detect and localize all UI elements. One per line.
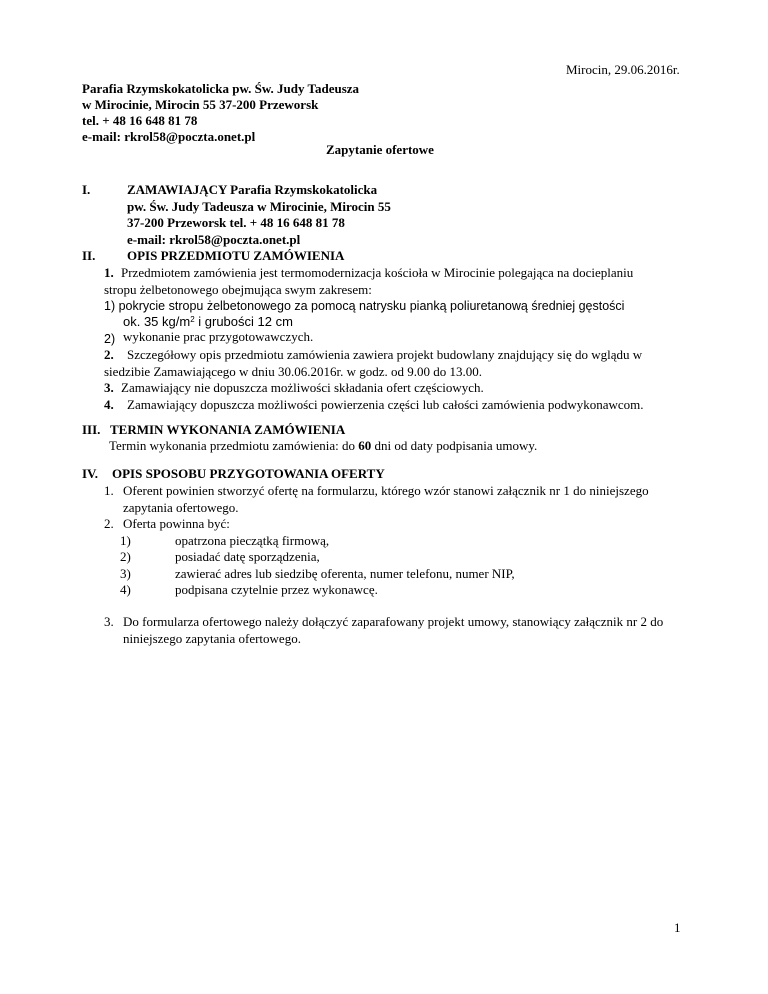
section-1-line-4: e-mail: rkrol58@poczta.onet.pl: [127, 232, 301, 247]
sender-line-2: w Mirocinie, Mirocin 55 37-200 Przeworsk: [82, 97, 319, 112]
section-4-item-3-line-2: niniejszego zapytania ofertowego.: [123, 631, 301, 646]
section-4-title: OPIS SPOSOBU PRZYGOTOWANIA OFERTY: [112, 466, 385, 481]
section-3-number: III.: [82, 422, 101, 437]
section-4-sub-2-number: 2): [120, 549, 131, 564]
section-4-sub-3-number: 3): [120, 566, 131, 581]
section-3-text: Termin wykonania przedmiotu zamówienia: do 60 dni od daty podpisania umowy.: [109, 438, 538, 453]
section-2-subitem-1: 1) pokrycie stropu żelbetonowego za pomocą natrysku pianką poliuretanową średniej gęstości: [104, 299, 625, 313]
section-2-number: II.: [82, 248, 96, 263]
section-4-sub-1-number: 1): [120, 533, 131, 548]
sender-line-4: e-mail: rkrol58@poczta.onet.pl: [82, 129, 256, 144]
section-4-item-1-line-2: zapytania ofertowego.: [123, 500, 239, 515]
section-2-title: OPIS PRZEDMIOTU ZAMÓWIENIA: [127, 248, 345, 263]
section-4-item-2-number: 2.: [104, 516, 114, 531]
section-2-item-1-line-2: stropu żelbetonowego obejmująca swym zakresem:: [104, 282, 372, 297]
section-4-item-1-number: 1.: [104, 483, 114, 498]
section-4-item-1-line-1: Oferent powinien stworzyć ofertę na formularzu, którego wzór stanowi załącznik nr 1 do niniejszego: [123, 483, 649, 498]
date-line: Mirocin, 29.06.2016r.: [566, 62, 680, 77]
section-3-title: TERMIN WYKONANIA ZAMÓWIENIA: [110, 422, 346, 437]
section-2-item-2-line-1: Szczegółowy opis przedmiotu zamówienia zawiera projekt budowlany znajdujący się do wglądu w: [127, 347, 643, 362]
section-2-item-1-number: 1.: [104, 265, 114, 280]
section-1-line-3: 37-200 Przeworsk tel. + 48 16 648 81 78: [127, 215, 345, 230]
section-4-item-2-text: Oferta powinna być:: [123, 516, 230, 531]
section-2-item-3-number: 3.: [104, 380, 114, 395]
section-4-item-3-line-1: Do formularza ofertowego należy dołączyć zaparafowany projekt umowy, stanowiący załącznik nr 2 do: [123, 614, 664, 629]
section-2-item-3-text: Zamawiający nie dopuszcza możliwości składania ofert częściowych.: [121, 380, 484, 395]
section-2-subitem-2-number: 2): [104, 332, 116, 346]
section-1-number: I.: [82, 182, 91, 197]
section-2-subitem-1-continued: ok. 35 $kg/m^2$ i grubości 12 cm: [123, 314, 293, 329]
page-number: 1: [674, 920, 681, 935]
section-4-sub-1-text: opatrzona pieczątką firmową,: [175, 533, 330, 548]
section-2-item-2-number: 2.: [104, 347, 114, 362]
section-4-sub-3-text: zawierać adres lub siedzibę oferenta, numer telefonu, numer NIP,: [175, 566, 515, 581]
section-1-line-1: ZAMAWIAJĄCY Parafia Rzymskokatolicka: [127, 182, 378, 197]
section-4-number: IV.: [82, 466, 99, 481]
sender-line-1: Parafia Rzymskokatolicka pw. Św. Judy Tadeusza: [82, 81, 360, 96]
sender-line-3: tel. + 48 16 648 81 78: [82, 113, 198, 128]
section-2-item-4-text: Zamawiający dopuszcza możliwości powierzenia części lub całości zamówienia podwykonawcom.: [127, 397, 644, 412]
section-4-sub-4-text: podpisana czytelnie przez wykonawcę.: [175, 582, 378, 597]
document-title: Zapytanie ofertowe: [326, 142, 434, 157]
section-2-item-1-line-1: Przedmiotem zamówienia jest termomodernizacja kościoła w Mirocinie polegająca na docieplaniu: [121, 265, 634, 280]
section-2-item-4-number: 4.: [104, 397, 114, 412]
section-2-item-2-line-2: siedzibie Zamawiającego w dniu 30.06.2016r. w godz. od 9.00 do 13.00.: [104, 364, 483, 379]
section-2-subitem-2-text: wykonanie prac przygotowawczych.: [123, 329, 314, 344]
section-4-item-3-number: 3.: [104, 614, 114, 629]
section-4-sub-2-text: posiadać datę sporządzenia,: [175, 549, 320, 564]
section-1-line-2: pw. Św. Judy Tadeusza w Mirocinie, Mirocin 55: [127, 199, 391, 214]
section-4-sub-4-number: 4): [120, 582, 131, 597]
